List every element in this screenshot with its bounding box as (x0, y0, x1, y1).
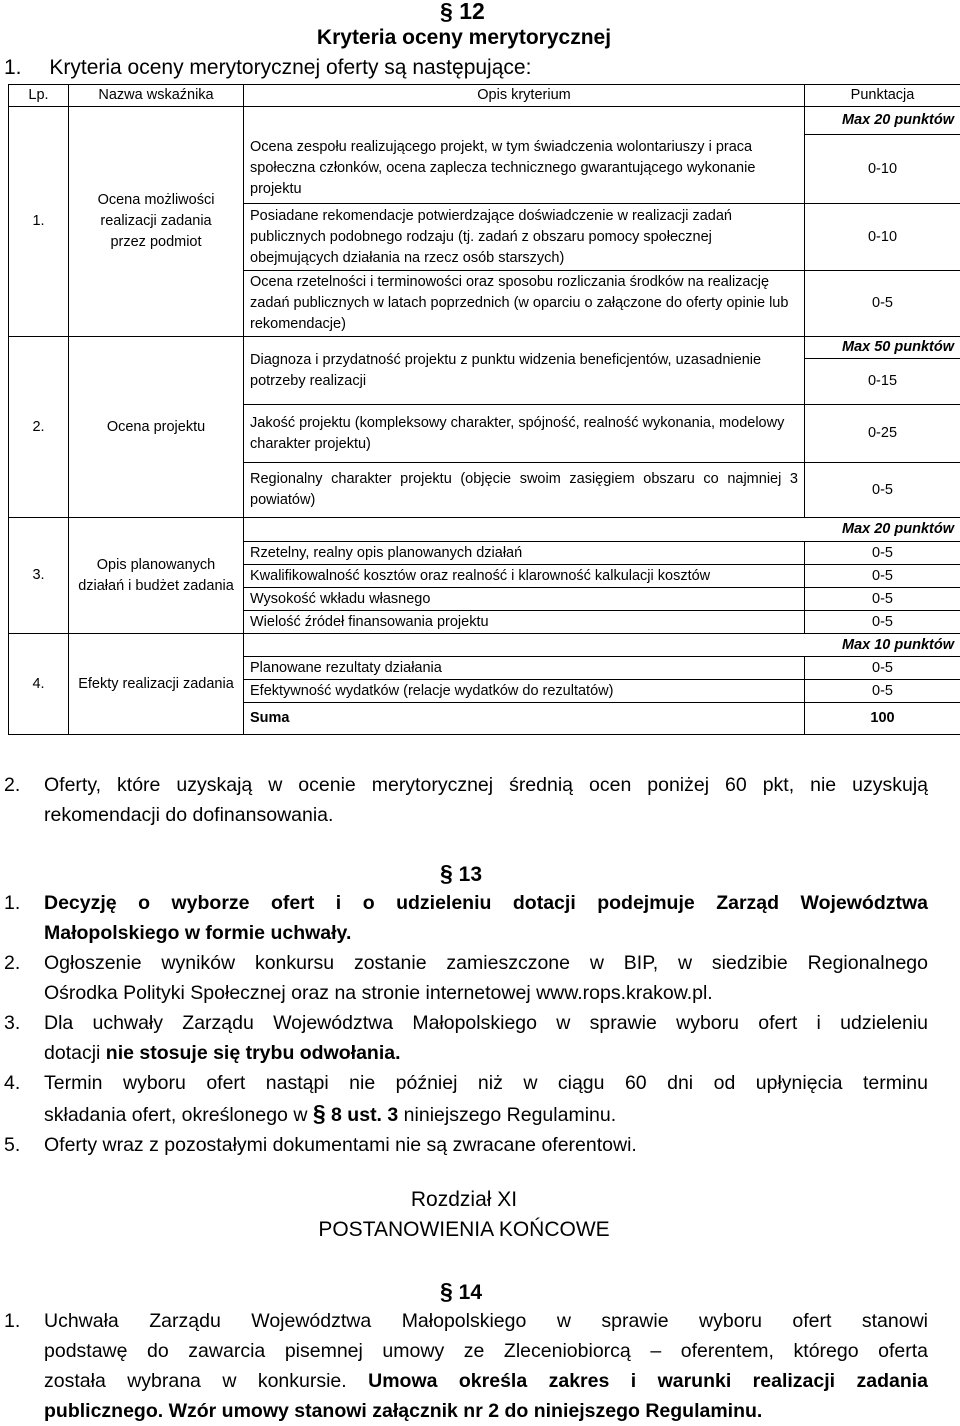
header-points: Punktacja (805, 85, 960, 107)
item-number: 1. (4, 1306, 44, 1336)
criterion-4-max: Max 10 punktów (244, 634, 960, 657)
item-3-line-1: Dla uchwały Zarządu Województwa Małopolskiego w sprawie wyboru ofert i udzieleniu (44, 1012, 928, 1034)
criterion-3-item-2-points: 0-5 (805, 565, 960, 588)
criterion-1-max: Max 20 punktów (805, 107, 960, 135)
section-14-line-1: Uchwała Zarządu Województwa Małopolskiego w sprawie wyboru ofert stanowi (44, 1310, 928, 1332)
list-item (4, 888, 928, 948)
criterion-4-item-2: Efektywność wydatków (relacje wydatków do rezultatów) (244, 680, 805, 703)
criteria-table (8, 84, 960, 735)
criterion-4-lp: 4. (9, 634, 69, 735)
intro-number: 1. (4, 56, 22, 79)
item-2-line-1: Ogłoszenie wyników konkursu zostanie zamieszczone w BIP, w siedzibie Regionalnego (44, 952, 928, 974)
section-mark: § (440, 860, 453, 886)
criterion-3-max: Max 20 punktów (244, 518, 960, 542)
header-lp: Lp. (9, 85, 69, 107)
criterion-1-item-1: Ocena zespołu realizującego projekt, w tym świadczenia wolontariuszy i praca społeczna członków, ocena zaplecza technicznego gwarantującego wykonanie projektu (244, 135, 805, 204)
item-4-line-2a: składania ofert, określonego w (44, 1104, 313, 1126)
intro-text: Kryteria oceny merytorycznej oferty są następujące: (49, 56, 531, 79)
criterion-3-max-row (9, 518, 960, 542)
criterion-3-item-3: Wysokość wkładu własnego (244, 588, 805, 611)
item-4-line-2c: niniejszego Regulaminu. (398, 1104, 616, 1126)
criterion-4-item-1: Planowane rezultaty działania (244, 657, 805, 680)
criterion-2-item-2: Jakość projektu (kompleksowy charakter, spójność, realność wykonania, modelowy charakter projektu) (244, 405, 805, 463)
item-2-line-2: Ośrodka Polityki Społecznej oraz na stronie internetowej www.rops.krakow.pl. (44, 978, 928, 1008)
section-14-line-2: podstawę do zawarcia pisemnej umowy ze Zleceniobiorcą – oferentem, którego oferta (44, 1336, 928, 1366)
item-number: 5. (4, 1130, 44, 1160)
criterion-2-lp: 2. (9, 337, 69, 518)
item-3-line-2a: dotacji (44, 1042, 106, 1064)
section-12-title: Kryteria oceny merytorycznej (0, 26, 928, 50)
paragraph-2-line-2: rekomendacji do dofinansowania. (44, 800, 928, 830)
criterion-1-item-2: Posiadane rekomendacje potwierdzające doświadczenie w realizacji zadań publicznych podobnego rodzaju (tj. zadań z obszaru pomocy społecznej obejmujących działania na rzecz osób starszych) (244, 204, 805, 271)
criterion-4-item-2-points: 0-5 (805, 680, 960, 703)
section-14-line-3b: Umowa określa zakres i warunki realizacji zadania (368, 1370, 928, 1392)
item-4-line-2b: 8 ust. 3 (331, 1104, 398, 1126)
section-14-paragraph (4, 1306, 928, 1426)
criterion-2-item-2-points: 0-25 (805, 405, 960, 463)
section-14-line-4: publicznego. Wzór umowy stanowi załącznik nr 2 do niniejszego Regulaminu. (44, 1396, 928, 1426)
criterion-3-item-4: Wielość źródeł finansowania projektu (244, 611, 805, 634)
section-mark: § (440, 1278, 453, 1304)
criterion-1-lp: 1. (9, 107, 69, 337)
section-13-heading (440, 860, 482, 887)
table-header-row (9, 85, 960, 107)
section-mark: § (313, 1100, 326, 1126)
section-12-intro (4, 56, 531, 80)
item-5-line-1: Oferty wraz z pozostałymi dokumentami nie są zwracane oferentowi. (44, 1134, 637, 1156)
criterion-1-item-2-points: 0-10 (805, 204, 960, 271)
list-item (4, 1008, 928, 1068)
criterion-1-max-spacer (244, 107, 805, 135)
item-number: 3. (4, 1008, 44, 1038)
criterion-3-item-1-points: 0-5 (805, 542, 960, 565)
list-item (4, 1068, 928, 1130)
chapter-subtitle: POSTANOWIENIA KOŃCOWE (0, 1218, 928, 1242)
section-number: 13 (459, 863, 482, 886)
paragraph-2-number: 2. (4, 770, 44, 800)
list-item (4, 948, 928, 1008)
section-number: 12 (459, 0, 485, 24)
criterion-2-max: Max 50 punktów (805, 337, 960, 359)
item-3-line-2b: nie stosuje się trybu odwołania. (106, 1042, 401, 1064)
header-desc: Opis kryterium (244, 85, 805, 107)
header-name: Nazwa wskaźnika (69, 85, 244, 107)
section-14-heading (440, 1278, 482, 1305)
criterion-2-item-3: Regionalny charakter projektu (objęcie swoim zasięgiem obszaru co najmniej 3 powiatów) (244, 463, 805, 518)
criterion-4-item-1-points: 0-5 (805, 657, 960, 680)
criterion-3-item-4-points: 0-5 (805, 611, 960, 634)
section-number: 14 (459, 1281, 482, 1304)
item-number: 4. (4, 1068, 44, 1098)
sum-value: 100 (805, 703, 960, 735)
criterion-1-item-1-points: 0-10 (805, 135, 960, 204)
criterion-4-name: Efekty realizacji zadania (69, 634, 244, 735)
paragraph-2 (4, 770, 928, 830)
item-number: 2. (4, 948, 44, 978)
criterion-2-item-1: Diagnoza i przydatność projektu z punktu widzenia beneficjentów, uzasadnienie potrzeby realizacji (244, 337, 805, 405)
chapter-title: Rozdział XI (0, 1188, 928, 1212)
criterion-2-max-row (9, 337, 960, 359)
criterion-3-name: Opis planowanych działań i budżet zadania (69, 518, 244, 634)
section-13-items (4, 888, 928, 1160)
criterion-1-item-3: Ocena rzetelności i terminowości oraz sposobu rozliczania środków na realizację zadań publicznych w latach poprzednich (w oparciu o załączone do oferty opinie lub rekomendacje) (244, 271, 805, 337)
criterion-1-item-3-points: 0-5 (805, 271, 960, 337)
section-mark: § (440, 0, 453, 24)
criterion-3-item-1: Rzetelny, realny opis planowanych działań (244, 542, 805, 565)
criterion-2-item-1-points: 0-15 (805, 359, 960, 405)
criterion-3-item-2: Kwalifikowalność kosztów oraz realność i klarowność kalkulacji kosztów (244, 565, 805, 588)
criterion-2-item-3-points: 0-5 (805, 463, 960, 518)
list-item (4, 1130, 928, 1160)
criterion-1-max-row (9, 107, 960, 135)
criterion-3-item-3-points: 0-5 (805, 588, 960, 611)
criterion-2-name: Ocena projektu (69, 337, 244, 518)
criterion-3-lp: 3. (9, 518, 69, 634)
criterion-1-name: Ocena możliwości realizacji zadania przez podmiot (69, 107, 244, 337)
item-number: 1. (4, 888, 44, 918)
item-1-line-2: Małopolskiego w formie uchwały. (44, 918, 928, 948)
criterion-4-max-row (9, 634, 960, 657)
section-12-heading (440, 0, 485, 25)
section-14-line-3a: została wybrana w konkursie. (44, 1370, 368, 1392)
sum-label: Suma (244, 703, 805, 735)
item-1-line-1: Decyzję o wyborze ofert i o udzieleniu dotacji podejmuje Zarząd Województwa (44, 892, 928, 914)
item-4-line-1: Termin wyboru ofert nastąpi nie później niż w ciągu 60 dni od upłynięcia terminu (44, 1072, 928, 1094)
paragraph-2-line-1: Oferty, które uzyskają w ocenie merytorycznej średnią ocen poniżej 60 pkt, nie uzyskują (44, 774, 928, 796)
